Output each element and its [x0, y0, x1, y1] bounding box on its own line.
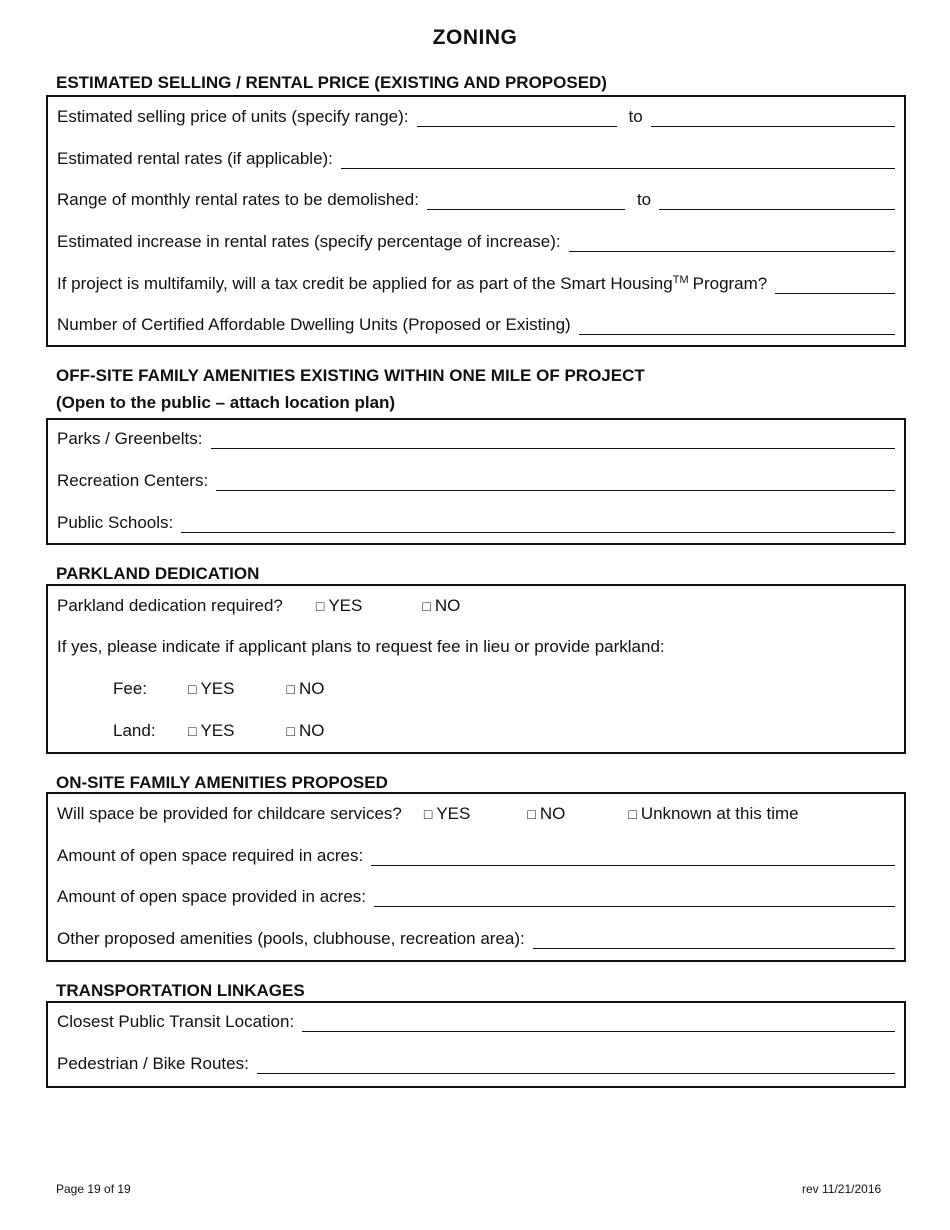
demolished-row [57, 186, 895, 210]
parkland-section [46, 584, 906, 754]
pricing-heading: ESTIMATED SELLING / RENTAL PRICE (EXISTING AND PROPOSED) [56, 73, 607, 92]
rental-rates-row [57, 145, 895, 169]
selling-price-label: Estimated selling price of units (specify range): [57, 107, 409, 126]
recreation-field[interactable] [216, 472, 895, 491]
open-required-field[interactable] [371, 847, 895, 866]
open-required-label: Amount of open space required in acres: [57, 846, 364, 865]
page-number: Page 19 of 19 [56, 1182, 131, 1196]
checkbox-icon: □ [188, 723, 197, 739]
parkland-required-no-option[interactable]: □ NO [422, 596, 461, 615]
transit-row [57, 1008, 895, 1032]
routes-label: Pedestrian / Bike Routes: [57, 1054, 249, 1073]
childcare-unknown-option[interactable]: □ Unknown at this time [628, 804, 799, 823]
land-no-option[interactable]: □ NO [286, 721, 325, 740]
open-provided-field[interactable] [374, 888, 895, 907]
demolished-min-field[interactable] [427, 191, 625, 210]
demolished-max-field[interactable] [659, 191, 895, 210]
routes-row [57, 1050, 895, 1074]
parkland-required-row [57, 592, 895, 616]
rental-rates-label: Estimated rental rates (if applicable): [57, 149, 333, 168]
selling-price-min-field[interactable] [417, 108, 617, 127]
parks-field[interactable] [211, 430, 895, 449]
fee-yes-option[interactable]: □ YES [188, 679, 235, 698]
tax-credit-label: If project is multifamily, will a tax credit be applied for as part of the Smart Housing [57, 274, 673, 293]
parks-label: Parks / Greenbelts: [57, 429, 203, 448]
open-provided-label: Amount of open space provided in acres: [57, 887, 367, 906]
schools-row [57, 509, 895, 533]
parkland-indicate-row [57, 633, 895, 657]
affordable-row [57, 311, 895, 335]
fee-label: Fee: [113, 679, 148, 698]
tax-credit-row [57, 270, 895, 294]
to-label: to [628, 107, 643, 126]
tax-credit-field[interactable] [775, 275, 895, 294]
parkland-indicate-label: If yes, please indicate if applicant plans to request fee in lieu or provide parkland: [57, 637, 665, 656]
revision-date: rev 11/21/2016 [802, 1182, 882, 1196]
to-label: to [636, 190, 652, 209]
land-label: Land: [113, 721, 156, 740]
offsite-heading: OFF-SITE FAMILY AMENITIES EXISTING WITHIN ONE MILE OF PROJECT [56, 366, 645, 385]
childcare-label: Will space be provided for childcare services? [57, 804, 402, 823]
parks-row [57, 425, 895, 449]
affordable-label: Number of Certified Affordable Dwelling Units (Proposed or Existing) [57, 315, 571, 334]
transport-heading: TRANSPORTATION LINKAGES [56, 981, 305, 1000]
page-title: ZONING [432, 26, 518, 49]
checkbox-icon: □ [286, 681, 295, 697]
childcare-no-option[interactable]: □ NO [527, 804, 566, 823]
transit-field[interactable] [302, 1013, 895, 1032]
offsite-subheading: (Open to the public – attach location plan) [56, 393, 396, 412]
parkland-required-label: Parkland dedication required? [57, 596, 283, 615]
transit-label: Closest Public Transit Location: [57, 1012, 295, 1031]
increase-row [57, 228, 895, 252]
transport-section [46, 1001, 906, 1088]
land-row [113, 717, 895, 741]
checkbox-icon: □ [628, 806, 637, 822]
recreation-label: Recreation Centers: [57, 471, 209, 490]
childcare-yes-option[interactable]: □ YES [423, 804, 471, 823]
program-label: Program? [692, 274, 768, 293]
checkbox-icon: □ [188, 681, 197, 697]
recreation-row [57, 467, 895, 491]
pricing-section [46, 95, 906, 347]
checkbox-icon: □ [527, 806, 536, 822]
fee-no-option[interactable]: □ NO [286, 679, 325, 698]
increase-label: Estimated increase in rental rates (specify percentage of increase): [57, 232, 561, 251]
checkbox-icon: □ [286, 723, 295, 739]
childcare-row [57, 800, 895, 824]
schools-label: Public Schools: [57, 513, 174, 532]
checkbox-icon: □ [422, 598, 431, 614]
onsite-heading: ON-SITE FAMILY AMENITIES PROPOSED [56, 773, 388, 792]
routes-field[interactable] [257, 1055, 895, 1074]
offsite-section [46, 418, 906, 545]
rental-rates-field[interactable] [341, 150, 895, 169]
selling-price-row [57, 103, 895, 127]
parkland-required-yes-option[interactable]: □ YES [315, 596, 363, 615]
other-amenities-row [57, 925, 895, 949]
open-required-row [57, 842, 895, 866]
trademark-sup: TM [672, 274, 689, 286]
onsite-section [46, 792, 906, 962]
other-amenities-label: Other proposed amenities (pools, clubhouse, recreation area): [57, 929, 525, 948]
fee-row [113, 675, 895, 699]
land-yes-option[interactable]: □ YES [188, 721, 235, 740]
selling-price-max-field[interactable] [651, 108, 895, 127]
checkbox-icon: □ [423, 806, 433, 822]
other-amenities-field[interactable] [533, 930, 895, 949]
parkland-heading: PARKLAND DEDICATION [56, 564, 260, 583]
affordable-field[interactable] [579, 316, 895, 335]
demolished-label: Range of monthly rental rates to be demolished: [57, 190, 419, 209]
checkbox-icon: □ [315, 598, 325, 614]
schools-field[interactable] [181, 514, 895, 533]
open-provided-row [57, 883, 895, 907]
increase-field[interactable] [569, 233, 895, 252]
